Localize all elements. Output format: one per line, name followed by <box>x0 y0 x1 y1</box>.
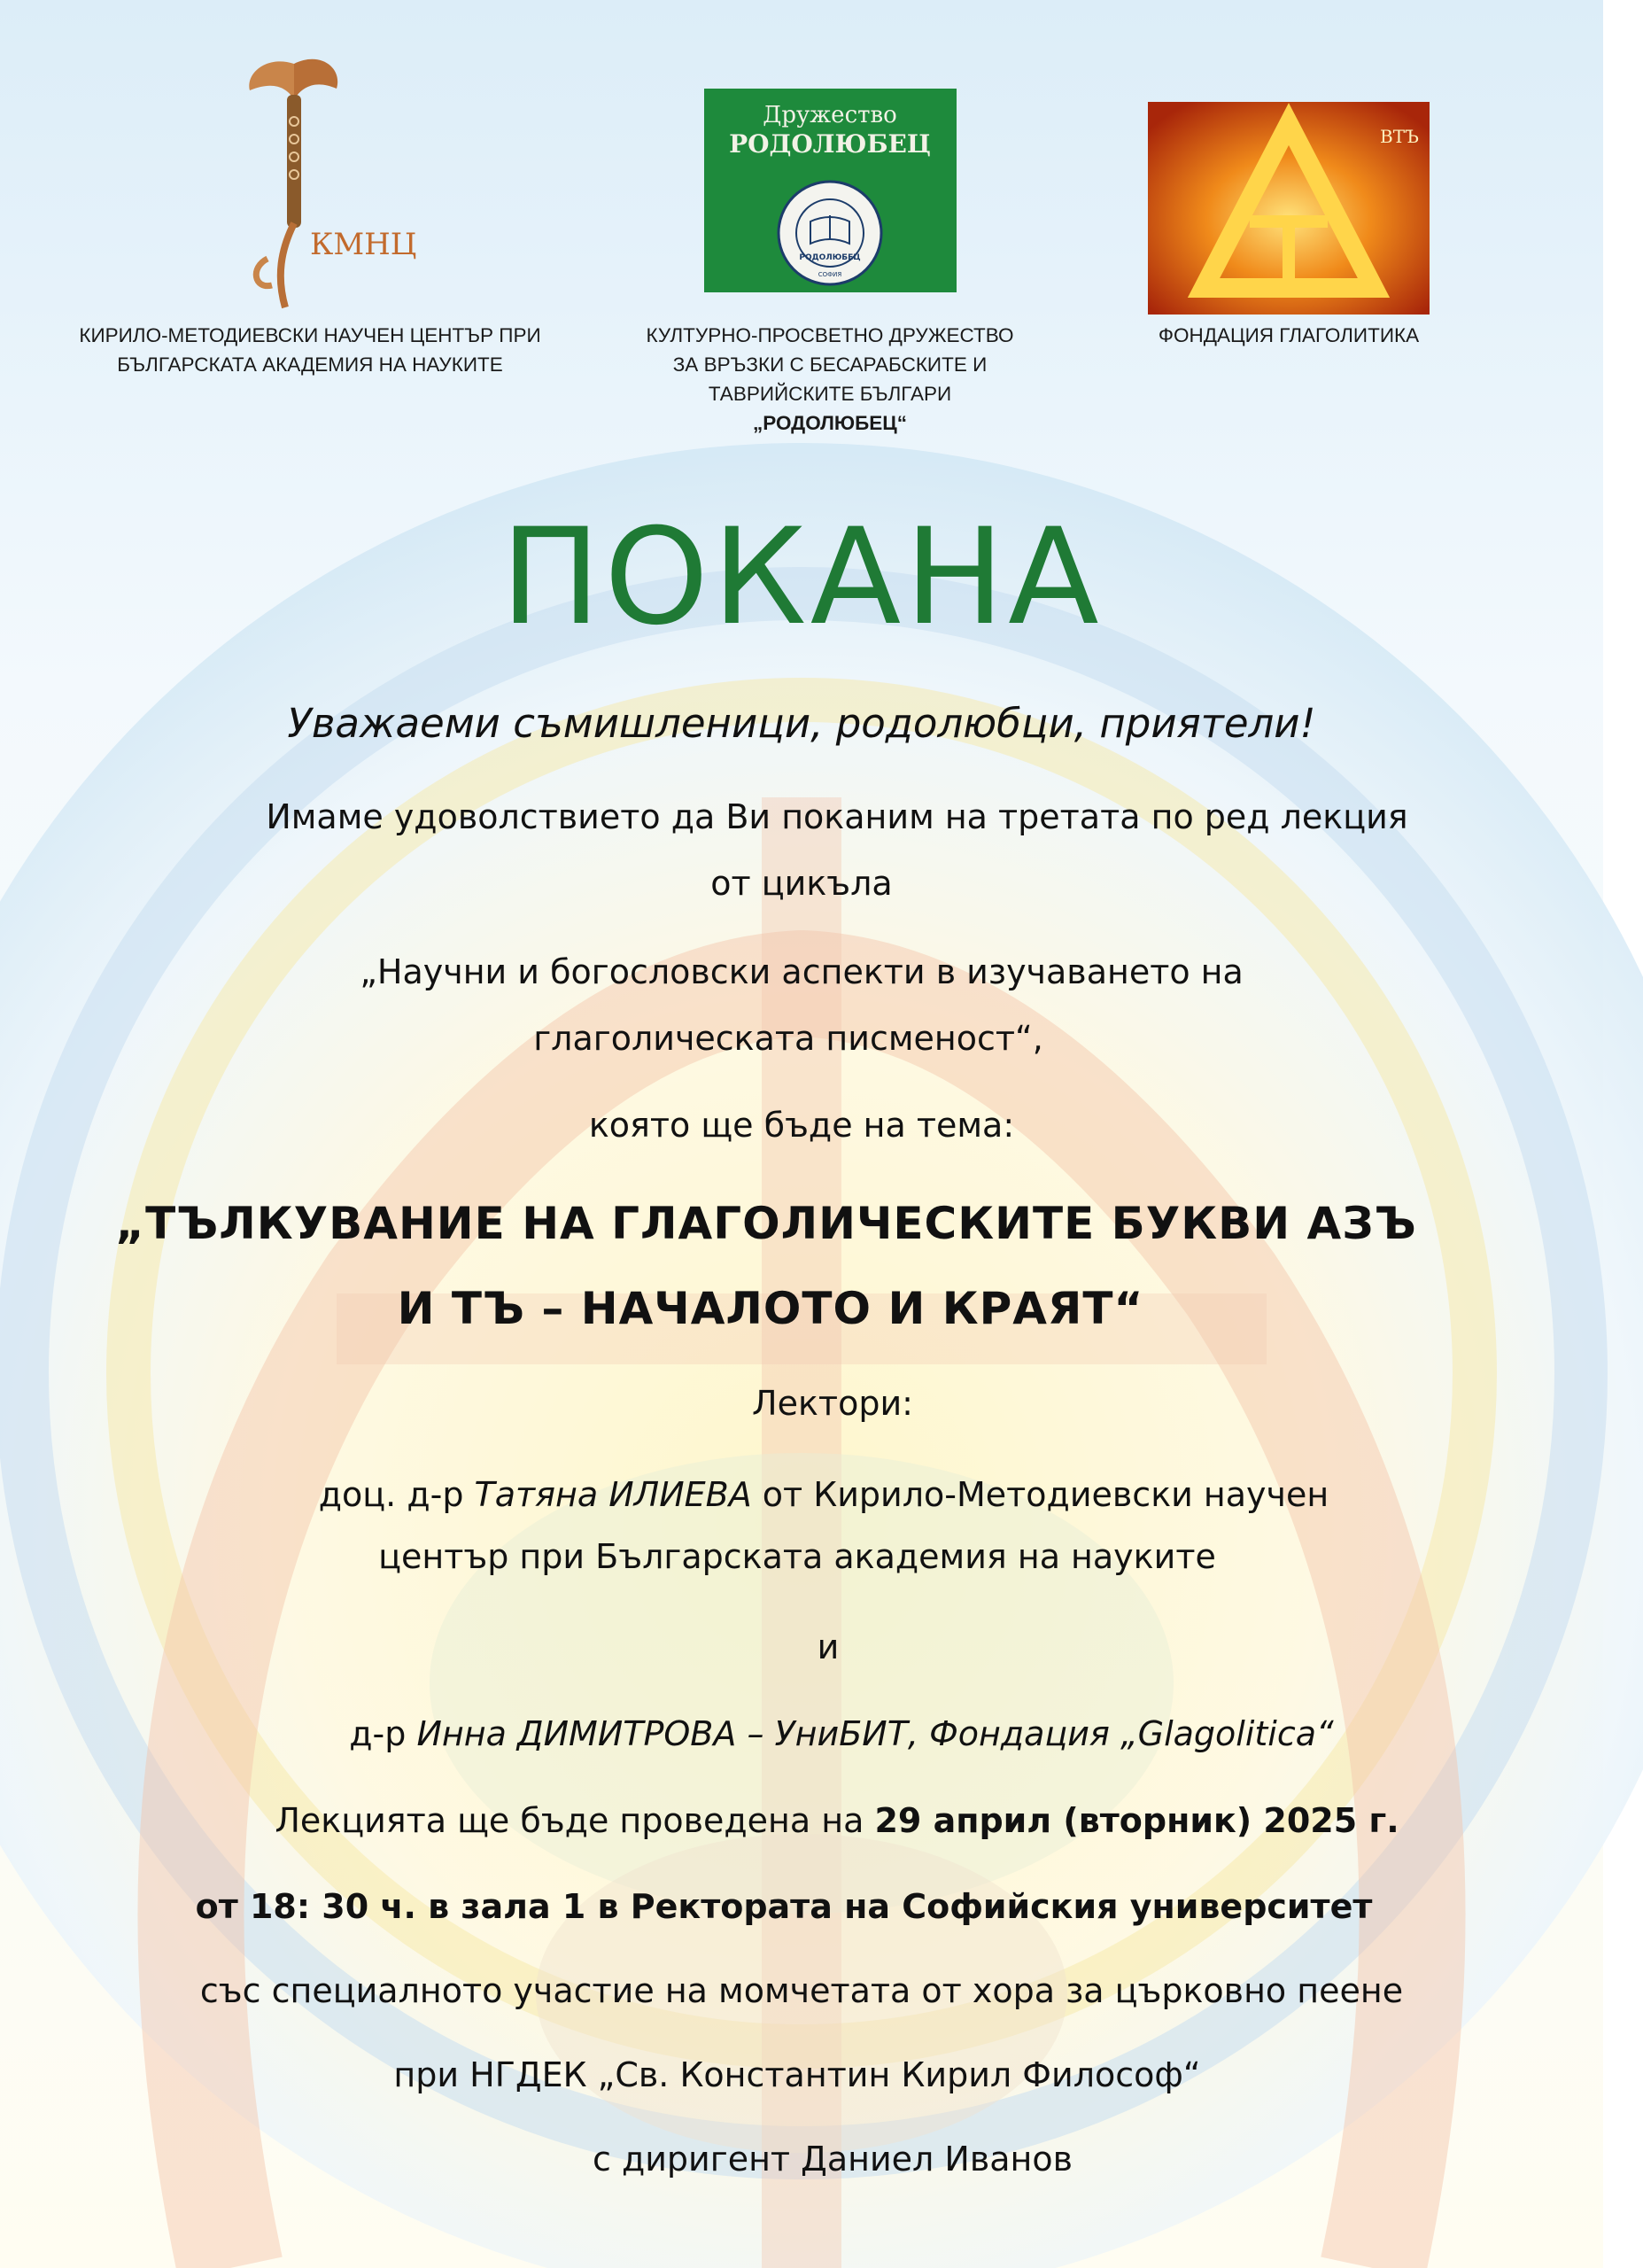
choir-line-1: със специалното участие на момчетата от хора за църковно пеене <box>199 1971 1404 2010</box>
theme-intro: която ще бъде на тема: <box>588 1106 1015 1145</box>
center-logo-caption: КУЛТУРНО-ПРОСВЕТНО ДРУЖЕСТВО ЗА ВРЪЗКИ С БЕСАРАБСКИТЕ И ТАВРИЙСКИТЕ БЪЛГАРИ „РОДОЛЮБЕЦ“ <box>646 324 1014 434</box>
greeting: Уважаеми съмишленици, родолюбци, приятели! <box>287 700 1316 747</box>
svg-text:РОДОЛЮБЕЦ: РОДОЛЮБЕЦ <box>729 129 931 159</box>
lecturer-1-line-1: доц. д-р Татяна ИЛИЕВА от Кирило-Методиевски научен <box>318 1475 1329 1514</box>
glagolitica-triangle-logo <box>1148 102 1430 315</box>
choir-line-3: с диригент Даниел Иванов <box>592 2140 1073 2179</box>
date-value: 29 април (вторник) 2025 г. <box>874 1801 1399 1840</box>
logo-badge: ВТЪ <box>1380 126 1419 147</box>
intro-line-1: Имаме удоволствието да Ви поканим на третата по ред лекция <box>266 797 1408 836</box>
intro-line-2: от цикъла <box>710 864 893 903</box>
rodolyubets-book-logo <box>704 89 957 292</box>
logo-monogram: КМНЦ <box>310 227 417 262</box>
lecturer-1-name: Татяна ИЛИЕВА <box>474 1475 752 1514</box>
date-line: Лекцията ще бъде проведена на 29 април (вторник) 2025 г. <box>275 1801 1399 1840</box>
kmnc-quill-logo <box>232 46 417 312</box>
lecture-title-line-1: „ТЪЛКУВАНИЕ НА ГЛАГОЛИЧЕСКИТЕ БУКВИ АЗЪ <box>115 1198 1417 1249</box>
lecturers-label: Лектори: <box>752 1384 913 1423</box>
svg-text:РОДОЛЮБЕЦ: РОДОЛЮБЕЦ <box>799 253 861 262</box>
lecturer-1-line-2: център при Българската академия на науките <box>378 1537 1216 1576</box>
series-line-1: „Научни и богословски аспекти в изучаването на <box>360 952 1244 991</box>
right-logo-caption: ФОНДАЦИЯ ГЛАГОЛИТИКА <box>1158 324 1420 346</box>
svg-text:СОФИЯ: СОФИЯ <box>818 271 842 278</box>
left-logo-caption: КИРИЛО-МЕТОДИЕВСКИ НАУЧЕН ЦЕНТЪР ПРИ БЪЛГАРСКАТА АКАДЕМИЯ НА НАУКИТЕ <box>79 324 541 376</box>
choir-line-2: при НГДЕК „Св. Константин Кирил Философ“ <box>393 2055 1201 2094</box>
page-title: ПОКАНА <box>500 501 1103 655</box>
svg-text:Дружество: Дружество <box>763 102 897 128</box>
lecturer-2-name: Инна ДИМИТРОВА – УниБИТ, Фондация „Glagolitica“ <box>416 1714 1334 1753</box>
lecture-title-line-2: И ТЪ – НАЧАЛОТО И КРАЯТ“ <box>397 1283 1144 1334</box>
and-connector: и <box>817 1627 840 1666</box>
lecturer-2-line: д-р Инна ДИМИТРОВА – УниБИТ, Фондация „Glagolitica“ <box>349 1714 1334 1753</box>
series-line-2: глаголическата писменост“, <box>533 1019 1043 1058</box>
venue-line: от 18: 30 ч. в зала 1 в Ректората на Софийския университет <box>195 1887 1373 1926</box>
